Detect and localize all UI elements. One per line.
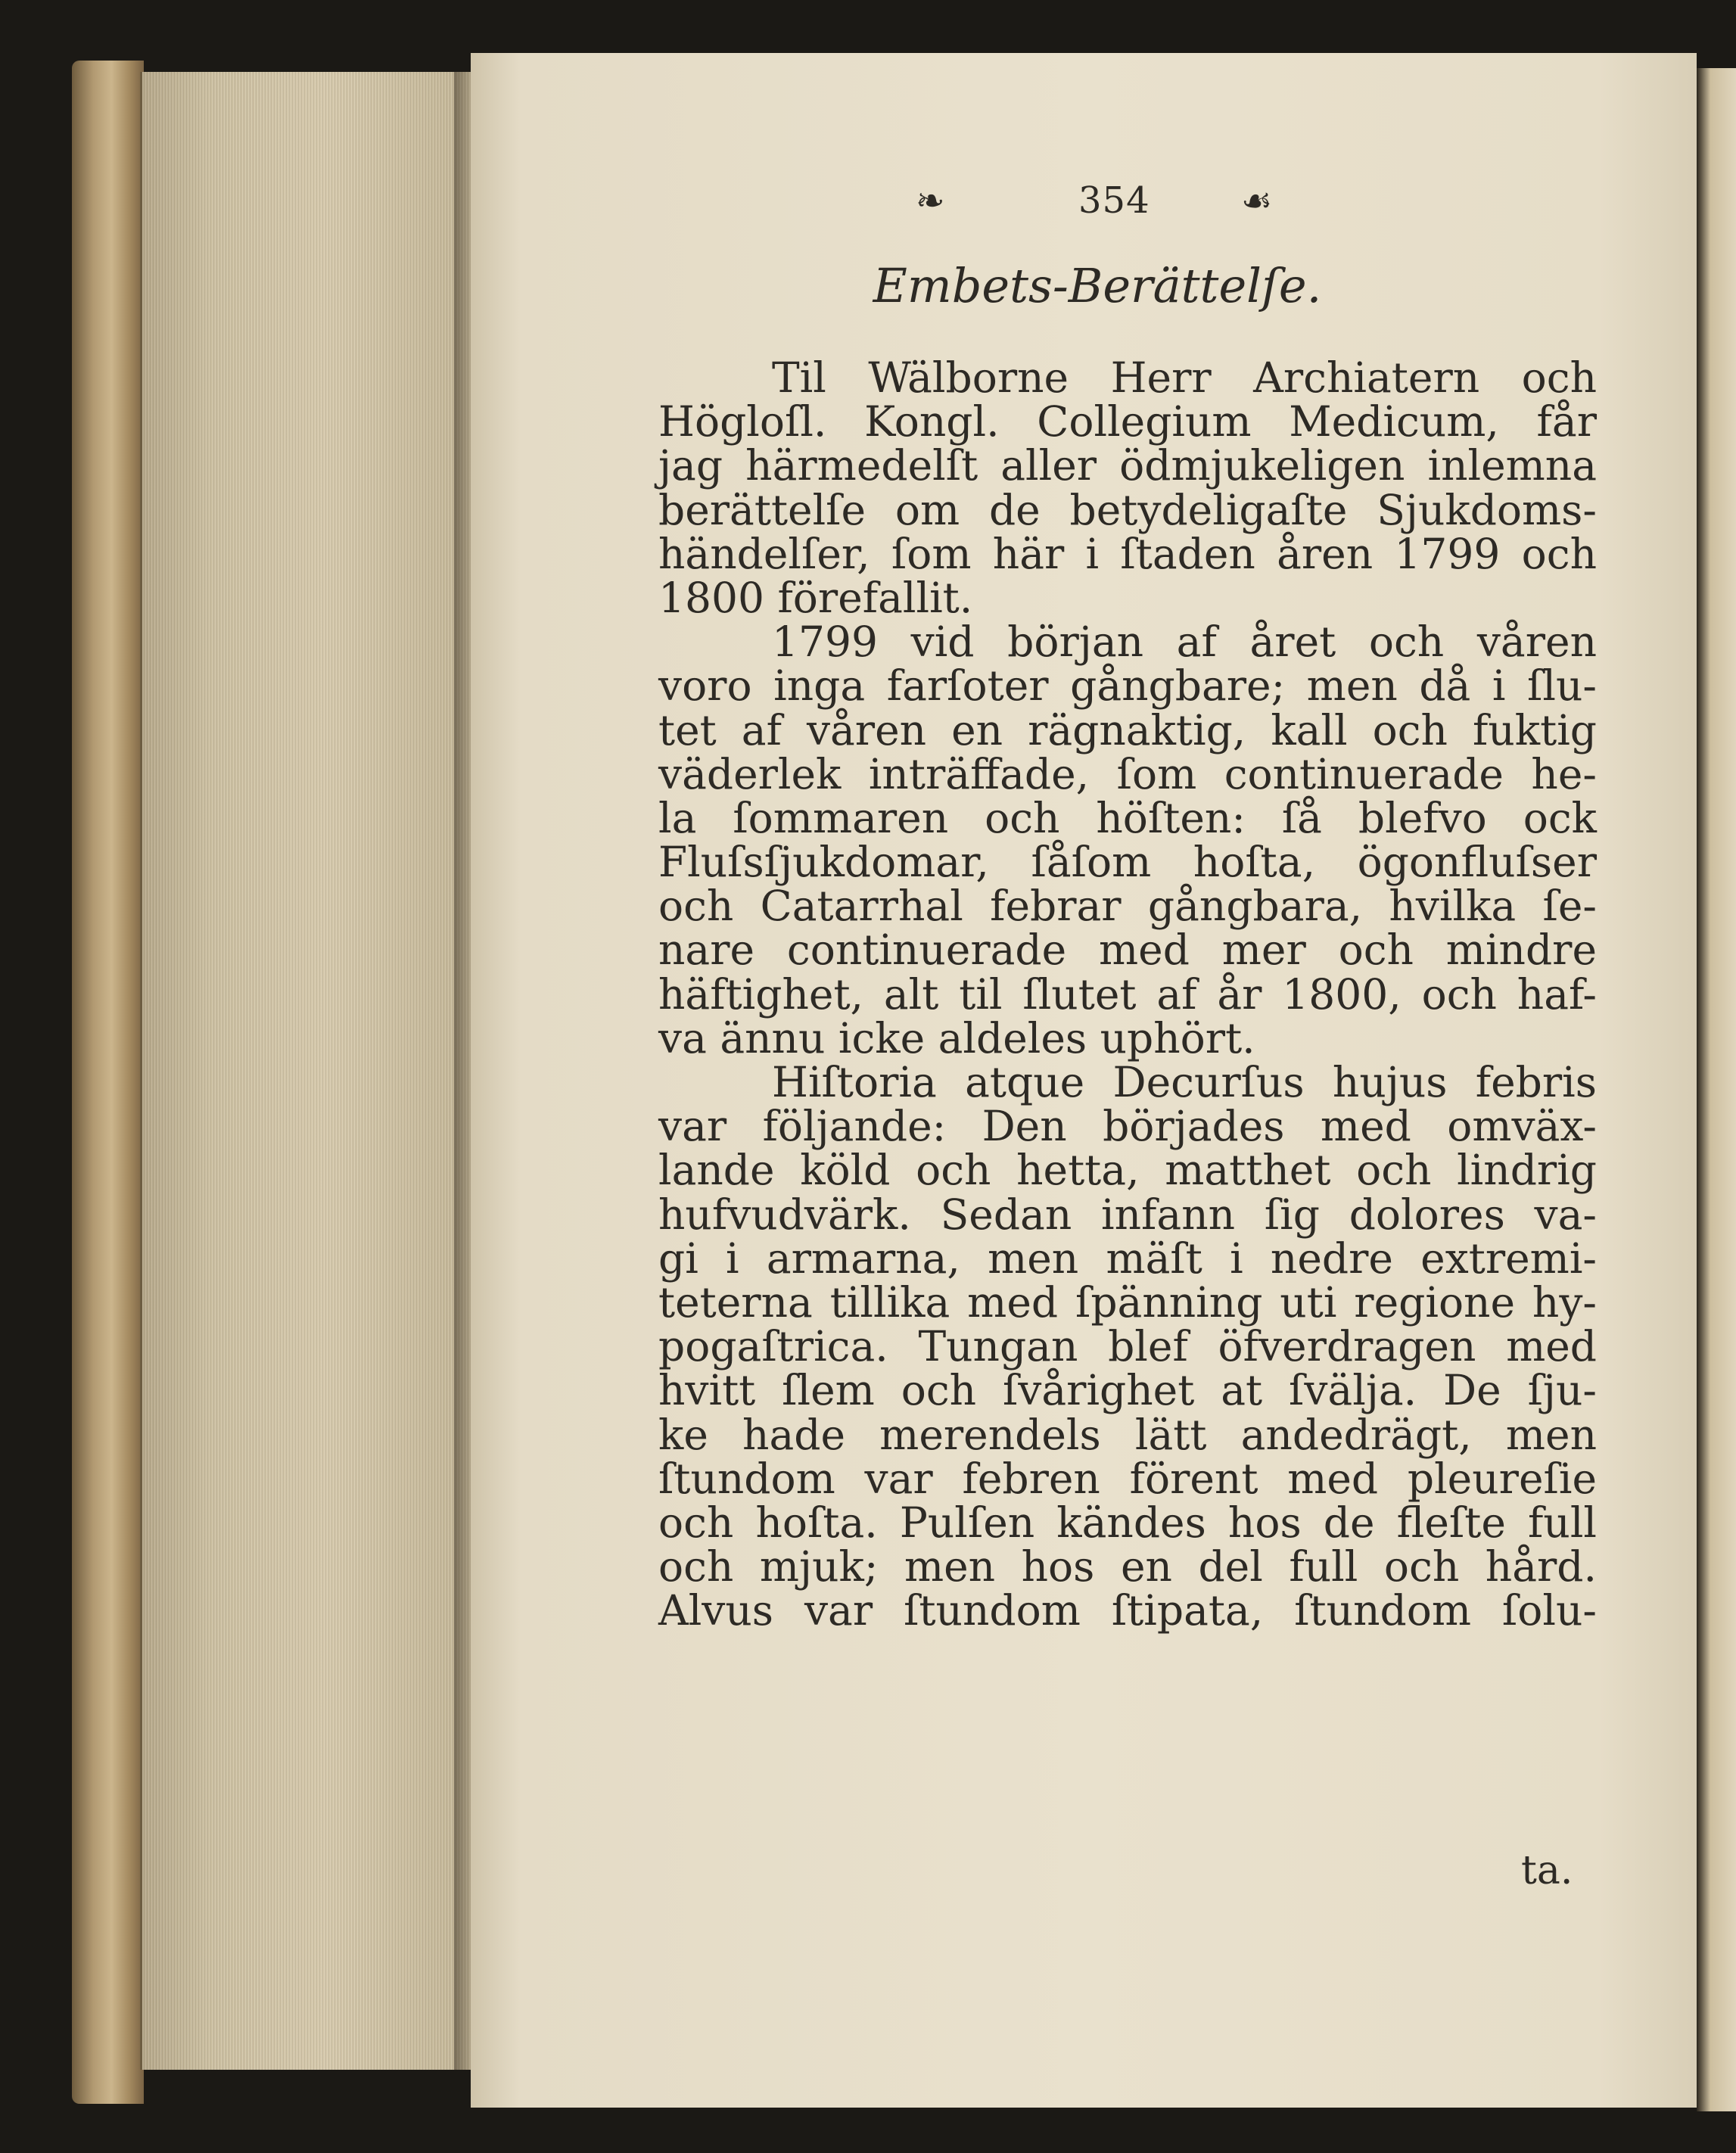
ornament-right-icon: ☙	[1241, 180, 1273, 221]
text-line: ke hade merendels lätt andedrägt, men	[658, 1410, 1597, 1459]
page-edges	[140, 72, 475, 2070]
text-line: väderlek inträffade, ſom continuerade he-	[658, 749, 1597, 798]
text-line: och hoſta. Pulſen kändes hos de fleſte full	[658, 1498, 1597, 1547]
page-header	[658, 178, 1286, 223]
book-cover-leather	[72, 61, 144, 2104]
facing-page-edge	[1697, 68, 1736, 2111]
text-line: ſtundom var febren förent med pleureſie	[658, 1454, 1597, 1503]
text-line: Hiſtoria atque Decurſus hujus febris	[772, 1058, 1597, 1106]
page-number: 354	[1078, 179, 1150, 222]
text-line: nare continuerade med mer och mindre	[658, 926, 1597, 975]
text-line: var följande: Den börjades med omväx-	[658, 1102, 1597, 1151]
text-line: händelſer, ſom här i ſtaden åren 1799 och	[658, 529, 1597, 578]
text-line: häftighet, alt til ſlutet af år 1800, och haf-	[658, 969, 1597, 1019]
text-line: och Catarrhal febrar gångbara, hvilka ſe-	[658, 882, 1597, 931]
text-line: Fluſsſjukdomar, ſåſom hoſta, ögonfluſser	[658, 838, 1597, 887]
text-line: hufvudvärk. Sedan infann ſig dolores va-	[658, 1190, 1597, 1239]
text-line: och mjuk; men hos en del full och hård.	[658, 1542, 1597, 1591]
text-line: berättelſe om de betydeligaſte Sjukdoms-	[658, 485, 1597, 534]
text-line: Högloſl. Kongl. Collegium Medicum, får	[658, 397, 1597, 446]
text-line: 1800 förefallit.	[658, 573, 973, 622]
ornament-left-icon: ❧	[916, 180, 945, 221]
text-line: voro inga farſoter gångbare; men då i ſlu-	[658, 661, 1597, 711]
text-line: jag härmedelſt aller ödmjukeligen inlemna	[658, 441, 1597, 490]
text-line: tet af våren en rägnaktig, kall och fuktig	[658, 705, 1597, 754]
text-line: la ſommaren och höſten: ſå blefvo ock	[658, 793, 1597, 842]
text-line: hvitt ſlem och ſvårighet at ſvälja. De ſju-	[658, 1366, 1597, 1415]
text-line: Alvus var ſtundom ſtipata, ſtundom ſolu-	[658, 1586, 1597, 1635]
text-line: Til Wälborne Herr Archiatern och	[772, 353, 1597, 402]
body-text	[658, 353, 1597, 1635]
text-line: gi i armarna, men mäſt i nedre extremi-	[658, 1234, 1597, 1283]
text-line: va ännu icke aldeles uphört.	[658, 1013, 1255, 1062]
running-title: Embets-Berättelſe.	[873, 258, 1322, 313]
catchword: ta.	[1521, 1848, 1573, 1893]
text-line: pogaſtrica. Tungan blef öfverdragen med	[658, 1322, 1597, 1371]
text-line: teterna tillika med ſpänning uti regione hy-	[658, 1277, 1597, 1327]
text-line: lande köld och hetta, matthet och lindrig	[658, 1146, 1597, 1195]
text-line: 1799 vid början af året och våren	[772, 618, 1597, 667]
